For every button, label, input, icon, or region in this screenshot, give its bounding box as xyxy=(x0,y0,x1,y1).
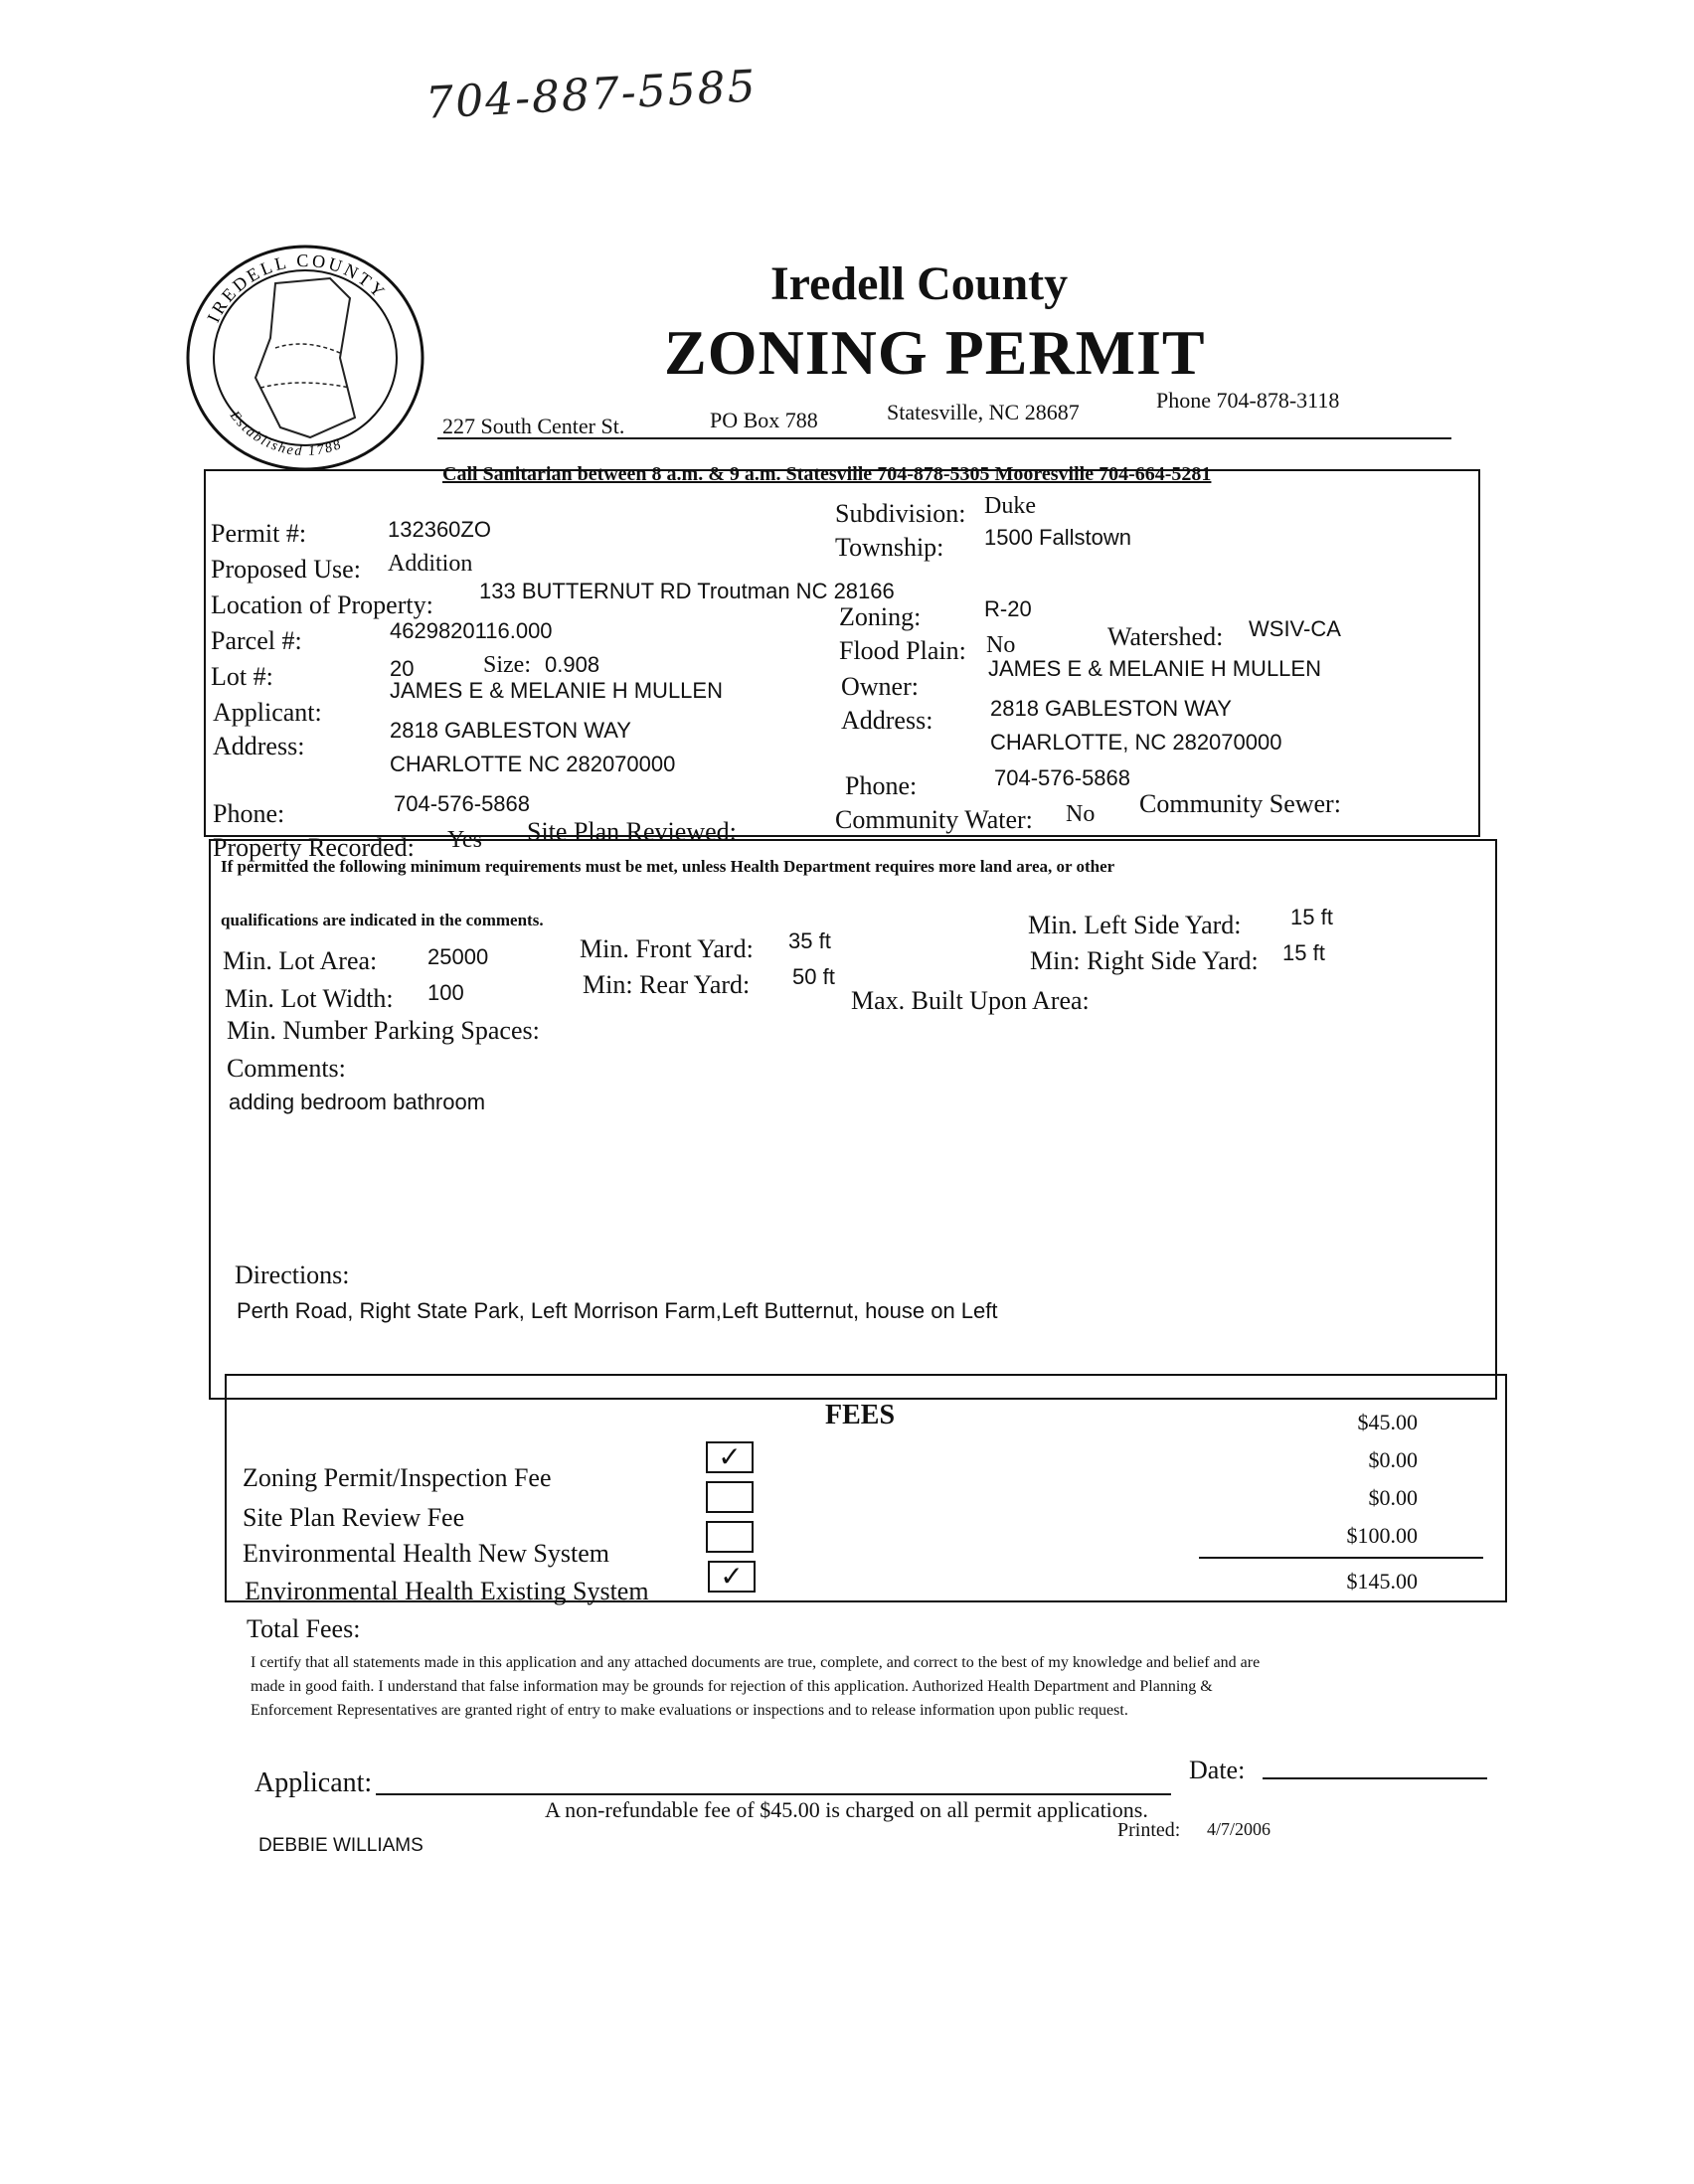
parcel-value: 4629820116.000 xyxy=(390,618,553,643)
fees-total-rule xyxy=(1199,1557,1483,1559)
applicant-address-line2: CHARLOTTE NC 282070000 xyxy=(390,752,676,776)
requirements-notice-line1: If permitted the following minimum requirements must be met, unless Health Department requires more land area, or other xyxy=(221,857,1115,876)
nonrefundable-fee-note: A non-refundable fee of $45.00 is charged on all permit applications. xyxy=(545,1797,1148,1822)
comments-value: adding bedroom bathroom xyxy=(229,1090,486,1114)
min-lot-area-label: Min. Lot Area: xyxy=(223,946,378,975)
printed-date: 4/7/2006 xyxy=(1207,1819,1271,1839)
max-built-upon-area-label: Max. Built Upon Area: xyxy=(851,986,1090,1015)
min-lot-width-value: 100 xyxy=(427,980,464,1005)
fee-item-label: Zoning Permit/Inspection Fee xyxy=(243,1463,552,1492)
subdivision-value: Duke xyxy=(984,493,1036,519)
fee-checkbox-env-health-new[interactable] xyxy=(706,1521,754,1553)
min-left-side-yard-value: 15 ft xyxy=(1290,905,1333,929)
fee-item-label: Environmental Health Existing System xyxy=(245,1577,649,1605)
owner-label: Owner: xyxy=(841,672,919,701)
property-recorded-label: Property Recorded: xyxy=(213,833,415,862)
min-front-yard-label: Min. Front Yard: xyxy=(580,934,754,963)
fee-checkbox-zoning-permit[interactable]: ✓ xyxy=(706,1441,754,1473)
zoning-value: R-20 xyxy=(984,596,1032,621)
applicant-phone-value: 704-576-5868 xyxy=(394,791,531,816)
certification-line1: I certify that all statements made in this application and any attached documents are true, complete, and correct to the best of my knowledge and belief and are xyxy=(251,1654,1261,1671)
lot-value: 20 xyxy=(390,656,415,681)
community-water-label: Community Water: xyxy=(835,805,1033,834)
certification-line3: Enforcement Representatives are granted right of entry to make evaluations or inspections and to release information upon public request. xyxy=(251,1702,1128,1719)
community-water-value: No xyxy=(1066,801,1096,827)
fee-checkbox-env-health-existing[interactable]: ✓ xyxy=(708,1561,756,1593)
fees-total-label: Total Fees: xyxy=(247,1614,361,1643)
date-line[interactable] xyxy=(1263,1777,1487,1779)
certification-line2: made in good faith. I understand that false information may be grounds for rejection of this application. Authorized Health Department and Planning & xyxy=(251,1678,1213,1695)
comments-label: Comments: xyxy=(227,1054,346,1083)
directions-value: Perth Road, Right State Park, Left Morrison Farm,Left Butternut, house on Left xyxy=(237,1298,998,1323)
lot-label: Lot #: xyxy=(211,662,273,691)
flood-plain-label: Flood Plain: xyxy=(839,636,966,665)
proposed-use-label: Proposed Use: xyxy=(211,555,361,584)
header-phone: Phone 704-878-3118 xyxy=(1156,388,1340,413)
min-left-side-yard-label: Min. Left Side Yard: xyxy=(1028,911,1242,939)
location-label: Location of Property: xyxy=(211,590,433,619)
watershed-label: Watershed: xyxy=(1107,622,1224,651)
flood-plain-value: No xyxy=(986,632,1016,658)
permit-number-label: Permit #: xyxy=(211,519,307,548)
fee-amount: $0.00 xyxy=(1368,1447,1418,1472)
fee-item-label: Site Plan Review Fee xyxy=(243,1503,465,1532)
applicant-address-line1: 2818 GABLESTON WAY xyxy=(390,718,631,743)
proposed-use-value: Addition xyxy=(388,551,473,577)
size-label: Size: xyxy=(483,652,531,678)
zoning-label: Zoning: xyxy=(839,602,922,631)
svg-text:Established 1788: Established 1788 xyxy=(226,409,345,460)
owner-address-line2: CHARLOTTE, NC 282070000 xyxy=(990,730,1282,755)
owner-phone-label: Phone: xyxy=(845,771,918,800)
subdivision-label: Subdivision: xyxy=(835,499,966,528)
requirements-notice-line2: qualifications are indicated in the comments. xyxy=(221,911,544,929)
min-rear-yard-label: Min: Rear Yard: xyxy=(583,970,751,999)
page-title: ZONING PERMIT xyxy=(664,317,1206,388)
min-rear-yard-value: 50 ft xyxy=(792,964,835,989)
owner-phone-value: 704-576-5868 xyxy=(994,765,1131,790)
sanitarian-call-line: Call Sanitarian between 8 a.m. & 9 a.m. Statesville 704-878-5305 Mooresville 704-664-5281 xyxy=(442,463,1212,485)
owner-address-line1: 2818 GABLESTON WAY xyxy=(990,696,1232,721)
applicant-phone-label: Phone: xyxy=(213,799,285,828)
header-po-box: PO Box 788 xyxy=(710,408,818,432)
min-right-side-yard-value: 15 ft xyxy=(1282,940,1325,965)
watershed-value: WSIV-CA xyxy=(1249,616,1341,641)
county-name: Iredell County xyxy=(770,257,1069,310)
printed-label: Printed: xyxy=(1117,1819,1181,1841)
min-lot-area-value: 25000 xyxy=(427,944,489,969)
applicant-value: JAMES E & MELANIE H MULLEN xyxy=(390,678,723,703)
min-front-yard-value: 35 ft xyxy=(788,928,831,953)
min-lot-width-label: Min. Lot Width: xyxy=(225,984,394,1013)
fee-amount: $45.00 xyxy=(1357,1410,1418,1434)
directions-label: Directions: xyxy=(235,1260,350,1289)
fee-item-label: Environmental Health New System xyxy=(243,1539,609,1568)
signature-applicant-label: Applicant: xyxy=(254,1767,373,1798)
fee-checkbox-site-plan-review[interactable] xyxy=(706,1481,754,1513)
min-parking-label: Min. Number Parking Spaces: xyxy=(227,1016,540,1045)
staff-name: DEBBIE WILLIAMS xyxy=(258,1835,424,1856)
fees-title: FEES xyxy=(825,1400,896,1430)
applicant-label: Applicant: xyxy=(213,698,322,727)
community-sewer-label: Community Sewer: xyxy=(1139,789,1341,818)
site-plan-label: Site Plan Reviewed: xyxy=(527,817,737,846)
parcel-label: Parcel #: xyxy=(211,626,302,655)
header-street: 227 South Center St. xyxy=(442,414,625,438)
property-recorded-value: Yes xyxy=(447,827,482,853)
header-divider xyxy=(437,437,1451,439)
size-value: 0.908 xyxy=(545,652,600,677)
header-city: Statesville, NC 28687 xyxy=(887,400,1080,424)
fee-amount: $100.00 xyxy=(1346,1523,1418,1548)
county-seal xyxy=(181,239,429,477)
permit-number-value: 132360ZO xyxy=(388,517,491,542)
min-right-side-yard-label: Min: Right Side Yard: xyxy=(1030,946,1259,975)
signature-date-label: Date: xyxy=(1189,1756,1246,1784)
signature-line[interactable] xyxy=(376,1793,1171,1795)
owner-address-label: Address: xyxy=(841,706,933,735)
location-value: 133 BUTTERNUT RD Troutman NC 28166 xyxy=(479,579,895,603)
township-label: Township: xyxy=(835,533,944,562)
owner-value: JAMES E & MELANIE H MULLEN xyxy=(988,656,1321,681)
fees-total-amount: $145.00 xyxy=(1346,1569,1418,1594)
fee-amount: $0.00 xyxy=(1368,1485,1418,1510)
township-value: 1500 Fallstown xyxy=(984,525,1131,550)
svg-text:IREDELL COUNTY: IREDELL COUNTY xyxy=(203,250,391,326)
handwritten-phone-number: 704-887-5585 xyxy=(424,61,759,129)
applicant-address-label: Address: xyxy=(213,732,305,760)
